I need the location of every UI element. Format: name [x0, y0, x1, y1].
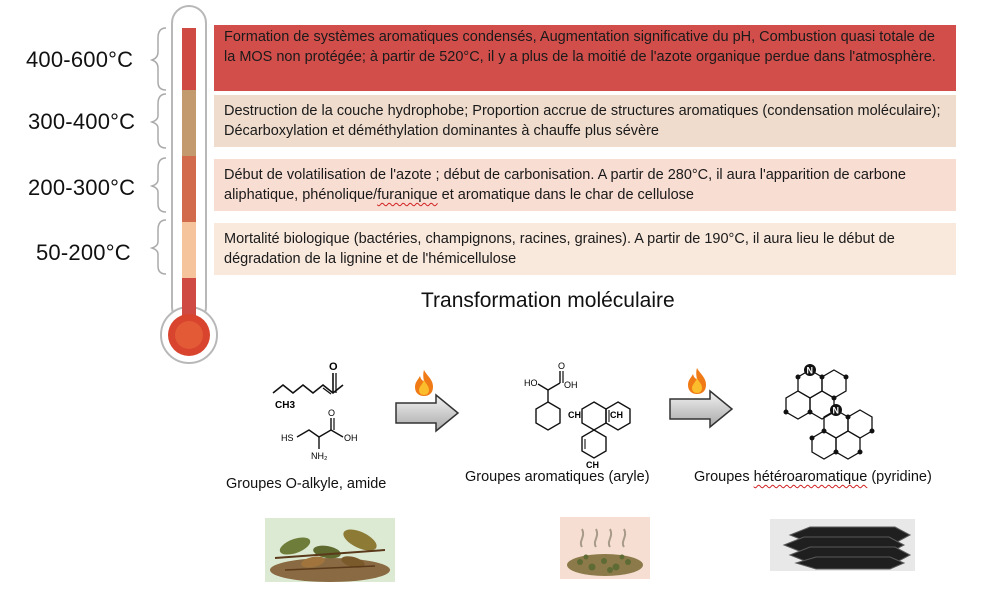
svg-text:O: O: [558, 361, 566, 371]
range-label-300-400: 300-400°C: [28, 109, 136, 134]
svg-text:O: O: [329, 361, 338, 373]
group-label-pyridine: Groupes hétéroaromatique (pyridine): [694, 469, 932, 485]
molecule-o-alkyl-amide: [265, 355, 380, 465]
svg-text:O: O: [328, 408, 336, 418]
thermo-segment-tan: [182, 90, 196, 156]
stage-text-300-400: Destruction de la couche hydrophobe; Proportion accrue de structures aromatiques (condensation moléculaire); Décarboxylation et déméthylation dominantes à chauffe plus sévère: [224, 103, 941, 139]
organic-litter-image: [265, 518, 395, 582]
svg-text:N: N: [806, 365, 813, 376]
svg-text:CH: CH: [610, 410, 623, 420]
stage-text-400-600: Formation de systèmes aromatiques condensés, Augmentation significative du pH, Combustion quasi totale de la MOS non protégée; à partir de 520°C, il y a plus de la moitié de l'azote organique perdue dans l'atmosphère.: [224, 29, 936, 65]
svg-text:CH: CH: [568, 410, 581, 420]
svg-text:N: N: [832, 405, 839, 416]
range-label-50-200: 50-200°C: [36, 240, 131, 265]
svg-text:HO: HO: [524, 378, 538, 388]
range-label-200-300: 200-300°C: [28, 175, 136, 200]
svg-text:CH3: CH3: [275, 400, 296, 411]
svg-text:NH₂: NH₂: [311, 451, 328, 461]
arrow-right-icon: [394, 393, 460, 433]
group-label-alkyl-amide: Groupes O-alkyle, amide: [226, 476, 387, 492]
svg-text:OH: OH: [564, 380, 578, 390]
svg-text:HS: HS: [281, 433, 294, 443]
svg-text:CH: CH: [586, 460, 599, 470]
stage-text-200-300: Début de volatilisation de l'azote ; début de carbonisation. A partir de 280°C, il aura l'apparition de carbone aliphatique, phénolique/furanique et aromatique dans le char de cellulose: [224, 167, 906, 203]
group-label-aryl: Groupes aromatiques (aryle): [465, 469, 650, 485]
arrow-right-icon: [668, 389, 734, 429]
stage-braces: [150, 20, 172, 280]
range-label-400-600: 400-600°C: [26, 47, 134, 72]
stage-text-50-200: Mortalité biologique (bactéries, champignons, racines, graines). A partir de 190°C, il aura lieu le début de dégradation de la lignine et de l'hémicellulose: [224, 231, 895, 267]
thermo-segment-red-bottom: [182, 278, 196, 318]
charcoal-image: [770, 519, 915, 571]
stage-box-400-600: [214, 25, 956, 91]
section-title: Transformation moléculaire: [421, 289, 675, 312]
thermo-segment-red-top: [182, 28, 196, 90]
molecule-pyridine: [770, 362, 890, 472]
thermo-segment-orange: [182, 156, 196, 222]
molecule-aryl: [520, 360, 640, 470]
thermo-segment-peach: [182, 222, 196, 278]
stage-box-50-200: [214, 223, 956, 275]
svg-text:OH: OH: [344, 433, 358, 443]
stage-box-200-300: [214, 159, 956, 211]
stage-box-300-400: [214, 95, 956, 147]
heated-soil-image: [560, 517, 650, 579]
